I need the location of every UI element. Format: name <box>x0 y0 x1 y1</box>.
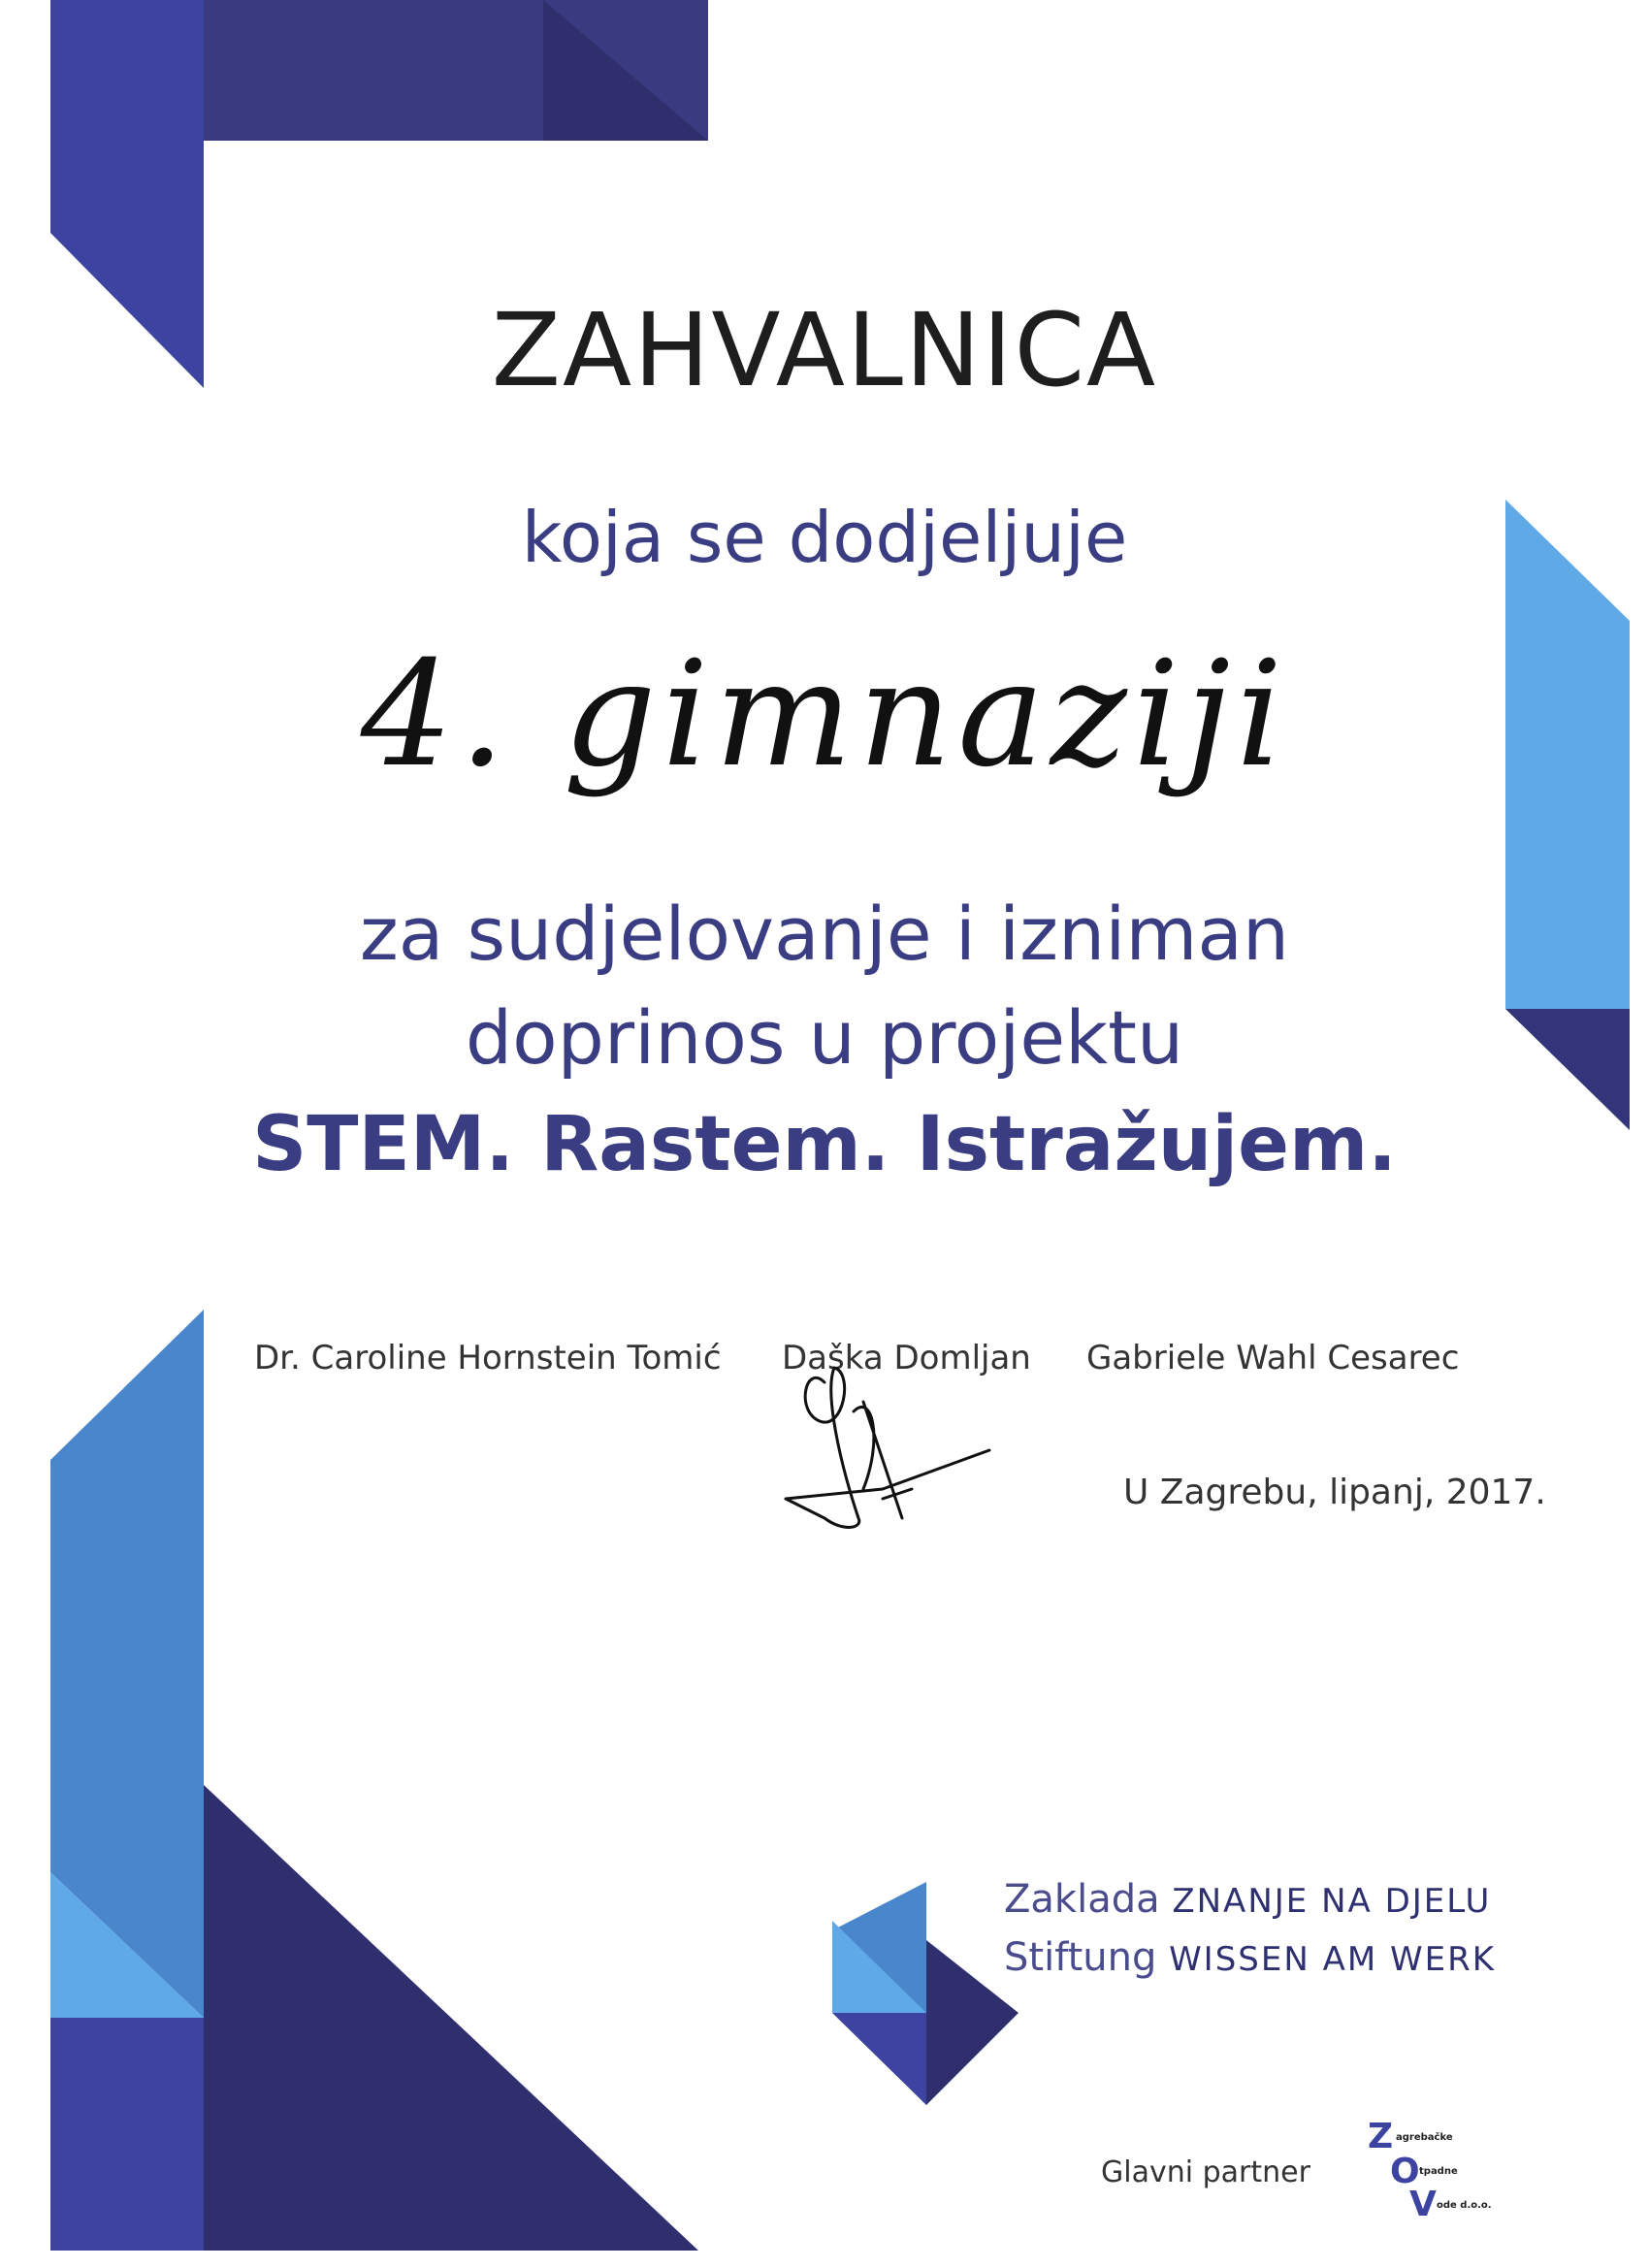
zov-letter-o: O <box>1390 2152 1420 2191</box>
organization-line-2-light: Stiftung <box>1004 1935 1157 1980</box>
signatory-2: Daška Domljan <box>782 1339 1031 1377</box>
zov-letter-v: V <box>1409 2185 1437 2219</box>
signatory-3: Gabriele Wahl Cesarec <box>1086 1339 1460 1377</box>
reason-line-2: doprinos u projektu <box>465 994 1184 1081</box>
certificate-subtitle: koja se dodjeljuje <box>521 497 1128 578</box>
bottom-left-block <box>50 2018 204 2251</box>
zov-logo <box>1363 2113 1508 2219</box>
handwritten-signature <box>766 1353 1009 1547</box>
organization-line-2-strong: WISSEN AM WERK <box>1169 1940 1497 1979</box>
logo-dark-lower <box>832 2013 926 2105</box>
zov-line-2: tpadne <box>1419 2166 1458 2177</box>
project-name: STEM. Rastem. Istražujem. <box>252 1101 1397 1188</box>
certificate-title: ZAHVALNICA <box>491 291 1158 409</box>
organization-line-1 <box>1004 1877 1491 1922</box>
signatory-1: Dr. Caroline Hornstein Tomić <box>254 1339 722 1377</box>
zov-line-1: agrebačke <box>1396 2132 1453 2143</box>
reason-line-1: za sudjelovanje i izniman <box>359 891 1290 977</box>
recipient-name: 4. gimnaziji <box>360 631 1289 799</box>
place-date: U Zagrebu, lipanj, 2017. <box>1123 1473 1546 1512</box>
partner-label: Glavni partner <box>1101 2155 1310 2189</box>
organization-line-1-light: Zaklada <box>1004 1877 1160 1922</box>
zov-letter-z: Z <box>1368 2117 1394 2156</box>
organization-line-2 <box>1004 1935 1496 1980</box>
bottom-left-dark-triangle <box>204 1785 698 2251</box>
organization-line-1-strong: ZNANJE NA DJELU <box>1172 1882 1492 1921</box>
zov-line-3: ode d.o.o. <box>1437 2200 1492 2211</box>
